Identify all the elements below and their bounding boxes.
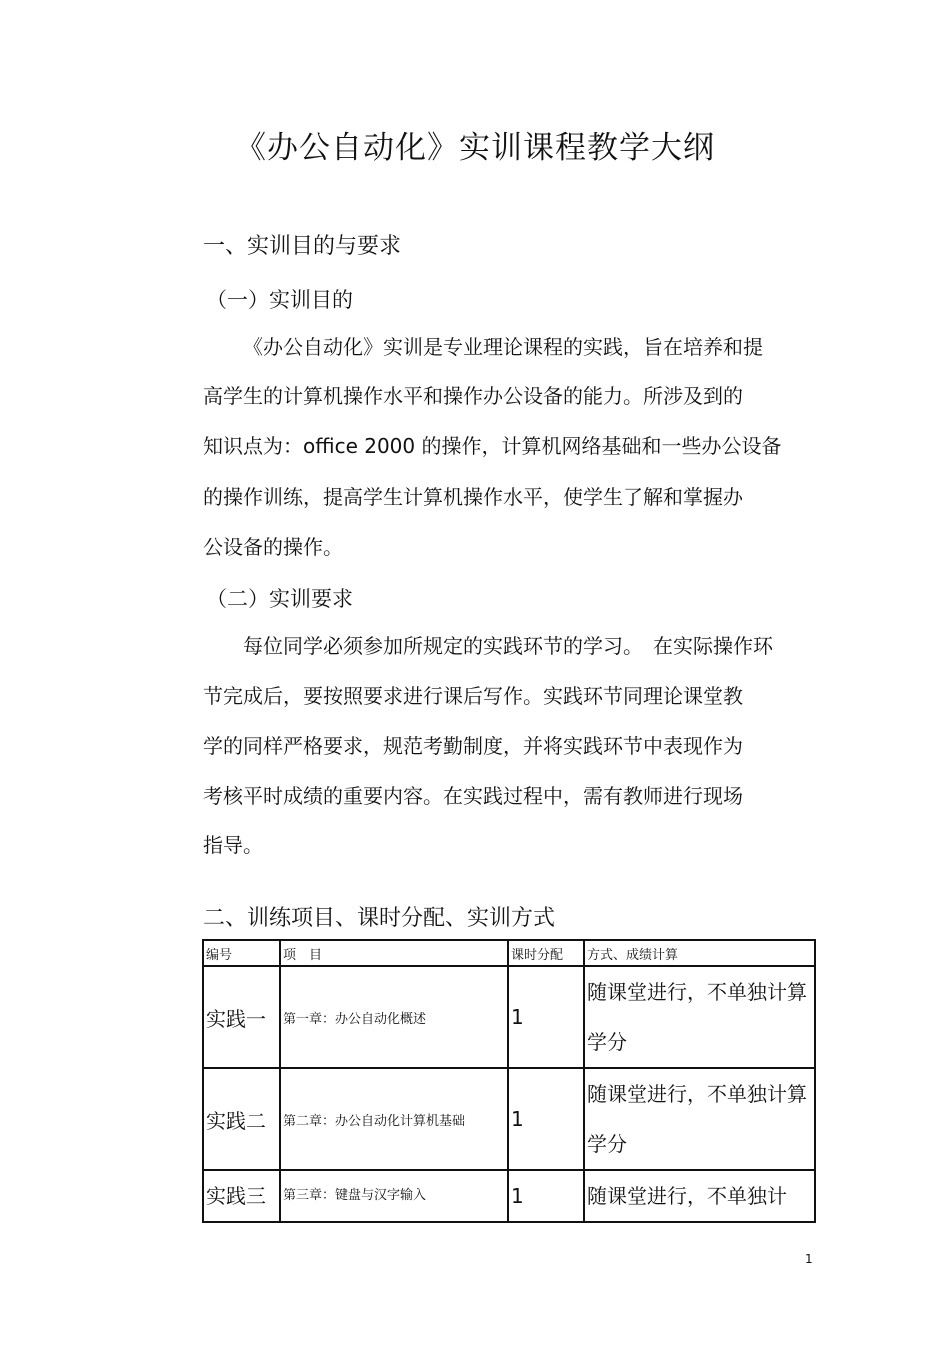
table-row [203, 966, 815, 1068]
purpose-line: 的操作训练，提高学生计算机操作水平，使学生了解和掌握办 [203, 485, 743, 509]
header-project: 项 目 [280, 940, 508, 966]
cell-project: 第三章：键盘与汉字输入 [280, 1170, 508, 1222]
cell-method: 随课堂进行，不单独计算学分 [584, 1068, 815, 1170]
purpose-line: 高学生的计算机操作水平和操作办公设备的能力。所涉及到的 [203, 384, 743, 408]
header-hours: 课时分配 [508, 940, 584, 966]
purpose-line: 《办公自动化》实训是专业理论课程的实践，旨在培养和提 [243, 335, 763, 359]
cell-project: 第二章：办公自动化计算机基础 [280, 1068, 508, 1170]
purpose-line: 知识点为：office 2000 的操作，计算机网络基础和一些办公设备 [203, 434, 782, 458]
requirements-heading: （二）实训要求 [206, 587, 353, 611]
purpose-line: 公设备的操作。 [203, 535, 343, 559]
header-id: 编号 [203, 940, 280, 966]
requirements-line: 每位同学必须参加所规定的实践环节的学习。 在实际操作环 [243, 634, 773, 658]
table-row [203, 1068, 815, 1170]
cell-hours: 1 [508, 1068, 584, 1170]
page-number: 1 [805, 1252, 813, 1266]
header-method: 方式、成绩计算 [584, 940, 815, 966]
cell-id: 实践三 [203, 1170, 280, 1222]
cell-hours: 1 [508, 1170, 584, 1222]
requirements-line: 考核平时成绩的重要内容。在实践过程中，需有教师进行现场 [203, 784, 743, 808]
section-2-heading: 二、训练项目、课时分配、实训方式 [203, 906, 556, 931]
section-1-heading: 一、实训目的与要求 [203, 234, 402, 259]
requirements-line: 学的同样严格要求，规范考勤制度，并将实践环节中表现作为 [203, 734, 743, 758]
cell-method: 随课堂进行，不单独计 [584, 1170, 815, 1222]
requirements-line: 节完成后，要按照要求进行课后写作。实践环节同理论课堂教 [203, 684, 743, 708]
requirements-line: 指导。 [203, 833, 263, 857]
training-schedule-table [202, 939, 816, 1223]
cell-id: 实践一 [203, 966, 280, 1068]
page-title: 《办公自动化》实训课程教学大纲 [235, 130, 715, 166]
cell-project: 第一章：办公自动化概述 [280, 966, 508, 1068]
table-header-row [203, 940, 815, 966]
cell-method: 随课堂进行，不单独计算学分 [584, 966, 815, 1068]
cell-id: 实践二 [203, 1068, 280, 1170]
table-row [203, 1170, 815, 1222]
cell-hours: 1 [508, 966, 584, 1068]
purpose-heading: （一）实训目的 [206, 288, 353, 312]
